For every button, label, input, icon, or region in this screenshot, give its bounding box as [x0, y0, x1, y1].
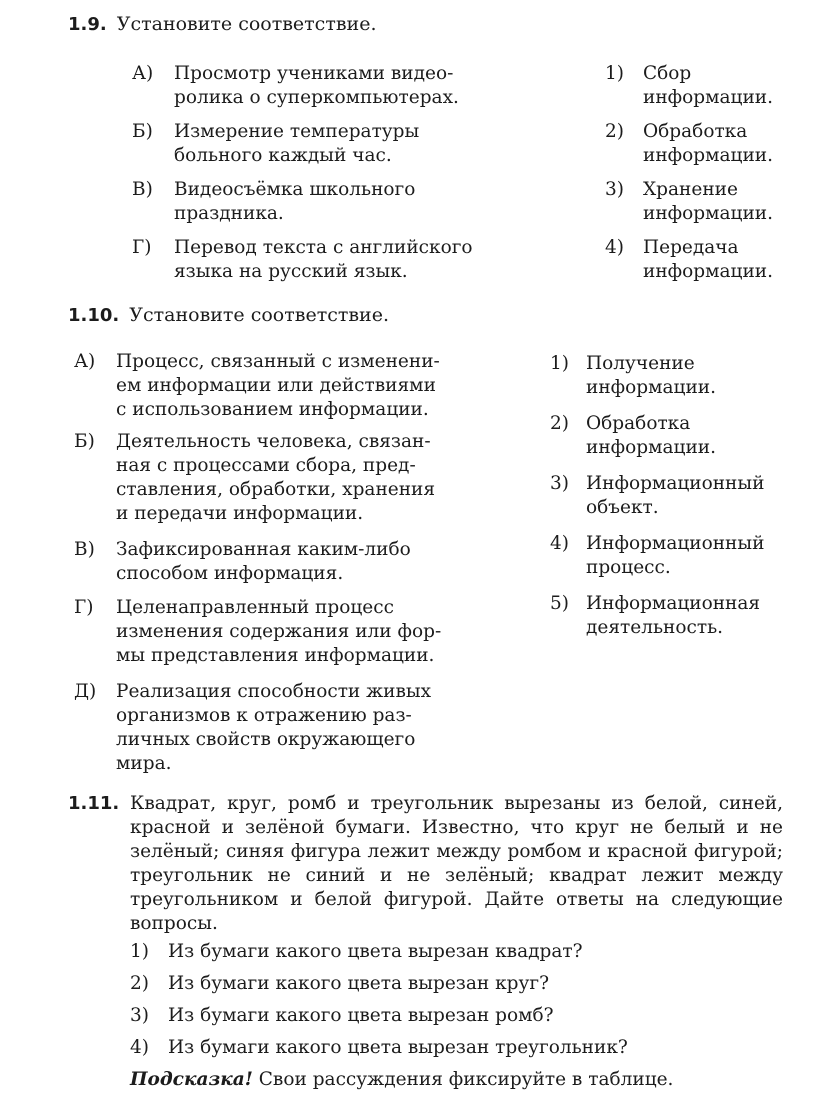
task-1-9-header: [68, 12, 376, 37]
item-text: Сбор информации.: [643, 63, 773, 108]
match-right-item-4: [550, 532, 800, 580]
task-1-10-header: [68, 303, 389, 328]
question-text: Из бумаги какого цвета вырезан круг?: [168, 973, 550, 994]
item-marker: А): [74, 351, 96, 372]
item-marker: А): [132, 63, 154, 84]
question-marker: 3): [130, 1005, 149, 1026]
item-marker: 1): [550, 353, 569, 374]
question-text: Из бумаги какого цвета вырезан ромб?: [168, 1005, 554, 1026]
item-text: Передача информации.: [643, 237, 773, 282]
task-number: 1.9.: [68, 14, 107, 35]
match-right-item-2: [605, 120, 795, 168]
match-right-item-2: [550, 412, 800, 460]
item-text: Реализация способности живых организмов к отражению раз- личных свойств окружающего мира.: [116, 681, 432, 774]
item-text: Обработка информации.: [643, 121, 773, 166]
item-marker: Б): [132, 121, 153, 142]
item-text: Обработка информации.: [586, 413, 716, 458]
item-marker: 2): [550, 413, 569, 434]
item-marker: Б): [74, 431, 95, 452]
task-number: 1.11.: [68, 793, 120, 814]
question-marker: 4): [130, 1037, 149, 1058]
match-left-item-g: [74, 596, 494, 668]
item-marker: Д): [74, 681, 97, 702]
match-right-item-1: [550, 352, 800, 400]
item-text: Информационный объект.: [586, 473, 765, 518]
match-left-item-a: [132, 62, 552, 110]
item-text: Видеосъёмка школьного праздника.: [174, 179, 416, 224]
match-left-item-v: [74, 538, 494, 586]
question-marker: 1): [130, 941, 149, 962]
match-left-item-a: [74, 350, 494, 422]
match-right-item-3: [550, 472, 800, 520]
item-marker: Г): [74, 597, 94, 618]
item-marker: В): [132, 179, 153, 200]
match-left-item-v: [132, 178, 552, 226]
question-item: [130, 972, 549, 996]
item-marker: Г): [132, 237, 152, 258]
question-text: Из бумаги какого цвета вырезан квадрат?: [168, 941, 583, 962]
task-text: Квадрат, круг, ромб и треугольник вырезаны из белой, синей, красной и зелёной бумаги. Известно, что круг не белый и не зелёный; синяя фигура лежит между ромбом и красной фигурой; треугольник не синий и не зелёный; квадрат лежит между треугольником и белой фигурой. Дайте ответы на следующие вопросы.: [130, 793, 783, 934]
question-item: [130, 1036, 628, 1060]
item-marker: В): [74, 539, 95, 560]
question-marker: 2): [130, 973, 149, 994]
item-marker: 3): [550, 473, 569, 494]
item-text: Получение информации.: [586, 353, 716, 398]
match-left-item-b: [74, 430, 494, 526]
item-text: Просмотр учениками видео- ролика о суперкомпьютерах.: [174, 63, 459, 108]
match-right-item-3: [605, 178, 795, 226]
match-left-item-d: [74, 680, 494, 776]
item-marker: 2): [605, 121, 624, 142]
match-right-item-1: [605, 62, 795, 110]
item-marker: 4): [550, 533, 569, 554]
task-title: Установите соответствие.: [116, 13, 377, 35]
item-marker: 4): [605, 237, 624, 258]
hint: [130, 1068, 673, 1092]
task-title: Установите соответствие.: [129, 304, 389, 326]
item-text: Зафиксированная каким-либо способом информация.: [116, 539, 411, 584]
task-1-11: [68, 792, 783, 936]
item-marker: 5): [550, 593, 569, 614]
item-marker: 3): [605, 179, 624, 200]
task-number: 1.10.: [68, 305, 120, 326]
item-text: Хранение информации.: [643, 179, 773, 224]
question-item: [130, 940, 583, 964]
item-text: Целенаправленный процесс изменения содержания или фор- мы представления информации.: [116, 597, 442, 666]
item-text: Информационная деятельность.: [586, 593, 761, 638]
item-text: Деятельность человека, связан- ная с процессами сбора, пред- ставления, обработки, хранения и передачи информации.: [116, 431, 436, 524]
match-left-item-g: [132, 236, 552, 284]
match-right-item-4: [605, 236, 795, 284]
question-text: Из бумаги какого цвета вырезан треугольник?: [168, 1037, 628, 1058]
item-text: Перевод текста с английского языка на русский язык.: [174, 237, 473, 282]
item-marker: 1): [605, 63, 624, 84]
item-text: Процесс, связанный с изменени- ем информации или действиями с использованием информации.: [116, 351, 440, 420]
hint-text: Свои рассуждения фиксируйте в таблице.: [258, 1069, 674, 1090]
item-text: Информационный процесс.: [586, 533, 765, 578]
question-item: [130, 1004, 554, 1028]
match-right-item-5: [550, 592, 800, 640]
hint-label: Подсказка!: [130, 1069, 253, 1090]
match-left-item-b: [132, 120, 552, 168]
item-text: Измерение температуры больного каждый час.: [174, 121, 420, 166]
